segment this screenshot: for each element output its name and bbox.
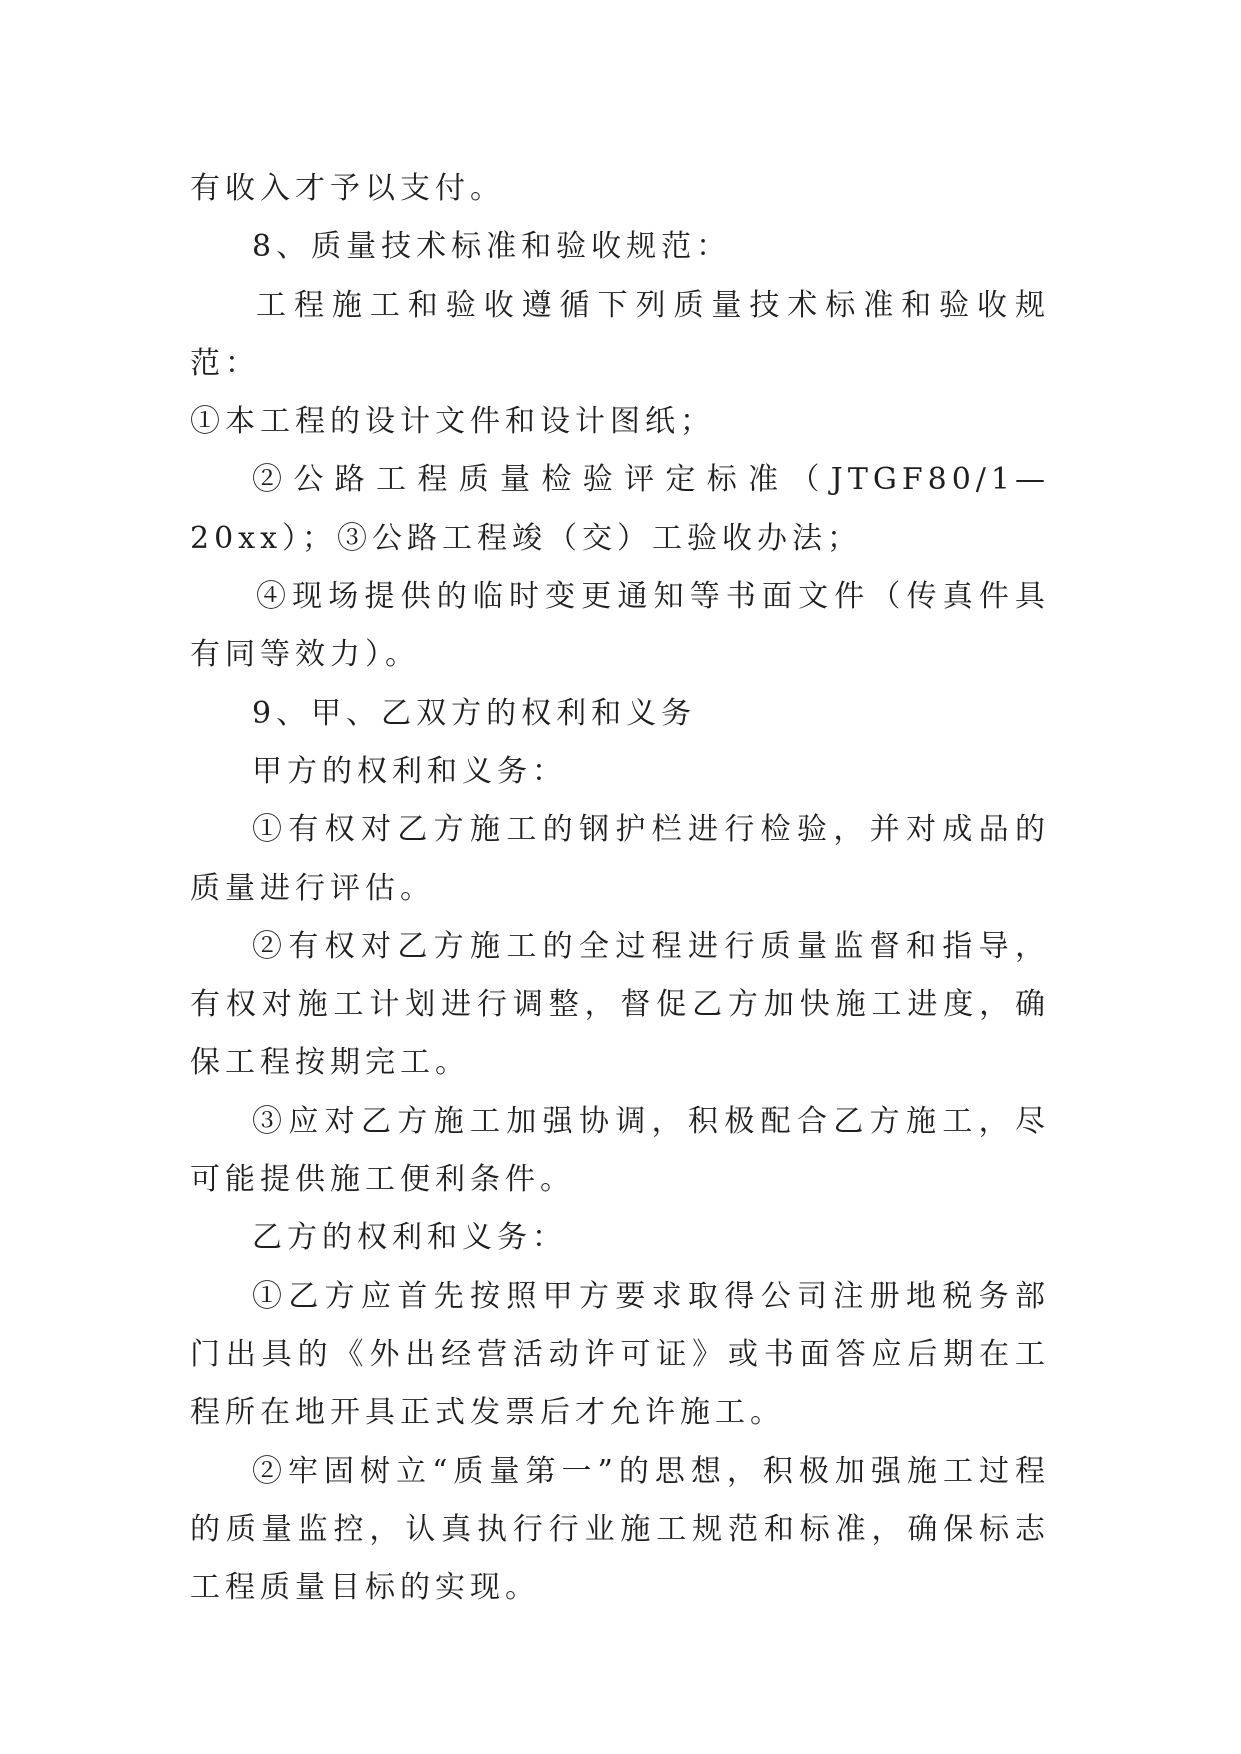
party-a-item-2: ②有权对乙方施工的全过程进行质量监督和指导，有权对施工计划进行调整，督促乙方加快施工进度，确保工程按期完工。: [190, 928, 1050, 1081]
section-heading-rights-obligations: 9、甲、乙双方的权利和义务: [252, 695, 697, 731]
party-b-item-2: ②牢固树立“质量第一”的思想，积极加强施工过程的质量监控，认真执行行业施工规范和标准，确保标志工程质量目标的实现。: [190, 1453, 1050, 1606]
subheading-party-a: 甲方的权利和义务：: [252, 753, 567, 789]
list-item-design-documents: ①本工程的设计文件和设计图纸；: [190, 404, 715, 440]
paragraph-standards-intro: 工程施工和验收遵循下列质量技术标准和验收规范：: [190, 287, 1050, 381]
document-body: [190, 160, 1050, 1617]
party-a-item-1: ①有权对乙方施工的钢护栏进行检验，并对成品的质量进行评估。: [190, 812, 1050, 906]
section-heading-quality-standards: 8、质量技术标准和验收规范：: [252, 229, 732, 265]
party-b-item-1: ①乙方应首先按照甲方要求取得公司注册地税务部门出具的《外出经营活动许可证》或书面答应后期在工程所在地开具正式发票后才允许施工。: [190, 1278, 1050, 1431]
subheading-party-b: 乙方的权利和义务：: [252, 1220, 567, 1256]
paragraph-payment-condition: 有收入才予以支付。: [190, 171, 505, 206]
list-item-change-notices: ④现场提供的临时变更通知等书面文件（传真件具有同等效力）。: [190, 579, 1050, 673]
list-item-road-standards: ②公路工程质量检验评定标准（JTGF80/1—20xx）；③公路工程竣（交）工验收办法；: [190, 462, 1050, 556]
party-a-item-3: ③应对乙方施工加强协调，积极配合乙方施工，尽可能提供施工便利条件。: [190, 1103, 1050, 1198]
